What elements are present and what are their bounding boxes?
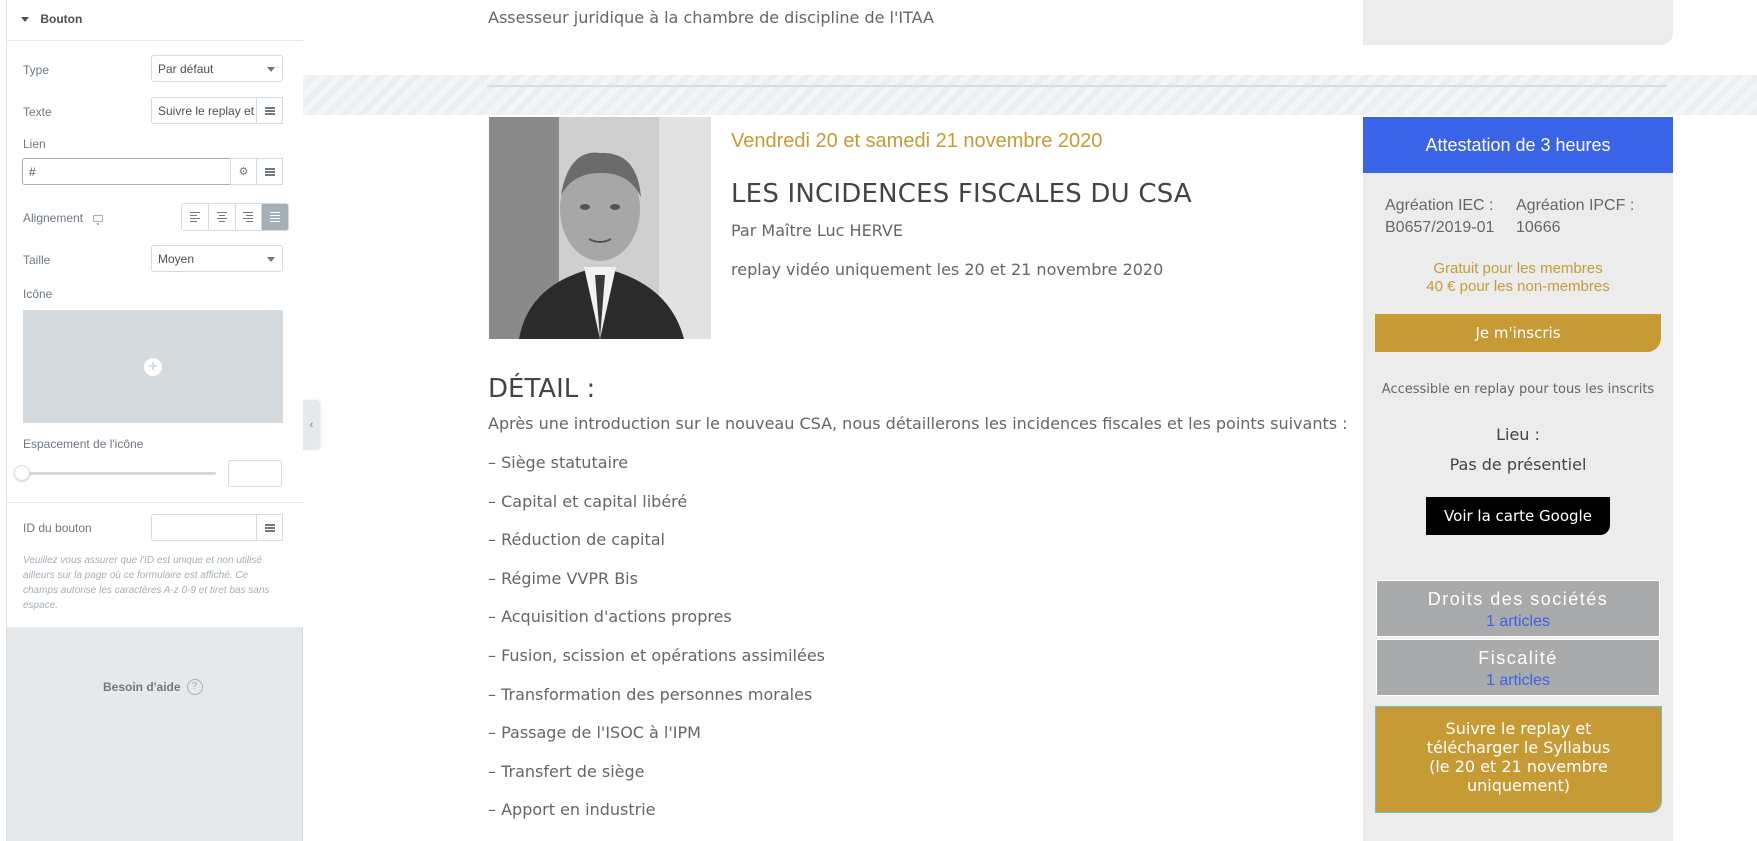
location-label: Lieu :	[1496, 425, 1540, 444]
category-name: Droits des sociétés	[1427, 589, 1609, 609]
price-members: Gratuit pour les membres	[1433, 260, 1603, 277]
syllabus-button-line: télécharger le Syllabus	[1426, 738, 1611, 757]
align-right-icon	[243, 212, 253, 222]
text-label: Texte	[23, 105, 52, 119]
align-right-button[interactable]	[236, 204, 263, 230]
category-count-link[interactable]: 1 articles	[1485, 613, 1551, 630]
type-value: Par défaut	[158, 62, 214, 76]
chevron-down-icon	[267, 67, 275, 72]
agreation-ipcf-value: 10666	[1516, 219, 1561, 236]
list-item: – Acquisition d'actions propres	[488, 607, 732, 627]
chevron-left-icon: ‹	[309, 419, 314, 431]
syllabus-replay-button[interactable]	[1375, 706, 1662, 813]
icon-spacing-input[interactable]	[228, 460, 282, 487]
align-left-icon	[190, 212, 200, 222]
size-select[interactable]	[151, 245, 283, 272]
dynamic-tags-button[interactable]	[256, 97, 283, 124]
link-options-button[interactable]	[230, 158, 257, 185]
list-item: – Fusion, scission et opérations assimilées	[488, 645, 826, 665]
dynamic-tags-icon	[265, 524, 275, 532]
event-date: Vendredi 20 et samedi 21 novembre 2020	[731, 130, 1103, 152]
event-speaker: Par Maître Luc HERVE	[731, 221, 903, 240]
speaker-portrait-image	[489, 117, 711, 339]
syllabus-button-line: Suivre le replay et	[1445, 719, 1592, 738]
help-link[interactable]	[103, 679, 203, 695]
button-id-label: ID du bouton	[23, 521, 92, 535]
collapse-panel-button[interactable]	[303, 400, 320, 450]
agreation-ipcf-label: Agréation IPCF :	[1516, 197, 1635, 214]
location-value: Pas de présentiel	[1449, 455, 1587, 474]
link-label: Lien	[23, 137, 46, 151]
event-replay-note: replay vidéo uniquement les 20 et 21 novembre 2020	[731, 260, 1164, 279]
dynamic-tags-icon	[265, 107, 275, 115]
button-id-input[interactable]	[151, 514, 257, 541]
desktop-icon[interactable]	[93, 215, 103, 222]
link-input[interactable]: #	[22, 158, 231, 185]
alignment-label	[23, 211, 103, 225]
speaker-photo	[489, 117, 711, 339]
align-center-icon	[217, 212, 227, 222]
agreation-ipcf	[1516, 195, 1634, 239]
icon-spacing-slider-track[interactable]	[23, 472, 216, 475]
register-button[interactable]: Je m'inscris	[1375, 314, 1661, 352]
divider	[7, 502, 303, 503]
event-sidebar	[1363, 117, 1673, 841]
type-label: Type	[23, 63, 50, 77]
syllabus-button-line: (le 20 et 21 novembre	[1429, 757, 1608, 776]
gear-icon: ⚙	[238, 166, 249, 178]
align-center-button[interactable]	[209, 204, 236, 230]
alignment-group	[181, 203, 289, 231]
divider	[7, 40, 303, 41]
section-title: Bouton	[40, 12, 83, 26]
category-card[interactable]	[1376, 580, 1660, 637]
list-item: – Régime VVPR Bis	[488, 568, 638, 588]
category-count-link[interactable]: 1 articles	[1485, 672, 1551, 689]
help-link-text: Besoin d'aide	[103, 680, 181, 694]
type-select[interactable]	[151, 55, 283, 82]
button-settings-card	[7, 0, 303, 627]
list-item: – Réduction de capital	[488, 530, 665, 550]
sidebar-previous-block	[1363, 0, 1673, 45]
attestation-banner: Attestation de 3 heures	[1363, 117, 1673, 173]
list-item: – Siège statutaire	[488, 453, 629, 472]
detail-intro: Après une introduction sur le nouveau CSA, nous détaillerons les incidences fiscales et les points suivants :	[488, 414, 1348, 433]
agreation-iec-value: B0657/2019-01	[1385, 219, 1495, 236]
alignment-label-text: Alignement	[23, 211, 84, 225]
text-input[interactable]: Suivre le replay et	[151, 97, 257, 124]
syllabus-button-line: uniquement)	[1467, 776, 1570, 795]
icon-label: Icône	[23, 287, 53, 301]
price-non-members: 40 € pour les non-membres	[1426, 278, 1610, 295]
link-dynamic-tags-button[interactable]	[256, 158, 283, 185]
chevron-down-icon	[267, 257, 275, 262]
button-id-help-text: Veuillez vous assurer que l'ID est unique et non utilisé ailleurs sur la page où ce formulaire est affiché. Ce champs autorise les caractères A-z 0-9 et tiret bas sans espace.	[23, 555, 270, 611]
button-id-dynamic-tags-button[interactable]	[256, 514, 283, 541]
price-info	[1363, 260, 1673, 296]
list-item: – Apport en industrie	[488, 800, 656, 820]
agreation-iec	[1385, 195, 1494, 239]
icon-picker[interactable]	[23, 310, 283, 423]
detail-heading: DÉTAIL :	[488, 374, 596, 404]
list-item: – Capital et capital libéré	[488, 491, 688, 511]
panel-edge-strip	[0, 0, 7, 841]
align-justify-icon	[270, 212, 280, 222]
align-justify-button[interactable]	[262, 204, 288, 230]
agreation-iec-label: Agréation IEC :	[1385, 197, 1494, 214]
caret-down-icon	[21, 17, 29, 22]
align-left-button[interactable]	[182, 204, 209, 230]
icon-spacing-slider-handle[interactable]	[14, 465, 30, 481]
section-toggle-bouton[interactable]	[21, 12, 82, 26]
section-divider-stripe	[303, 75, 1757, 115]
size-value: Moyen	[158, 252, 195, 266]
category-name: Fiscalité	[1478, 648, 1558, 668]
question-icon: ?	[187, 679, 203, 695]
plus-icon: +	[144, 358, 162, 376]
editor-panel	[0, 0, 303, 841]
replay-access-note: Accessible en replay pour tous les inscrits	[1381, 382, 1655, 397]
speaker-bio-line: Assesseur juridique à la chambre de discipline de l'ITAA	[488, 8, 934, 27]
detail-points-list	[488, 453, 825, 839]
size-label: Taille	[23, 253, 51, 267]
list-item: – Passage de l'ISOC à l'IPM	[488, 723, 701, 743]
horizontal-rule	[487, 85, 1667, 87]
category-card[interactable]	[1376, 639, 1660, 696]
icon-spacing-label: Espacement de l'icône	[23, 437, 144, 451]
list-item: – Transfert de siège	[488, 761, 645, 781]
list-item: – Transformation des personnes morales	[488, 684, 813, 704]
dynamic-tags-icon	[265, 168, 275, 176]
event-title: LES INCIDENCES FISCALES DU CSA	[731, 179, 1192, 209]
google-map-button[interactable]: Voir la carte Google	[1426, 497, 1610, 535]
